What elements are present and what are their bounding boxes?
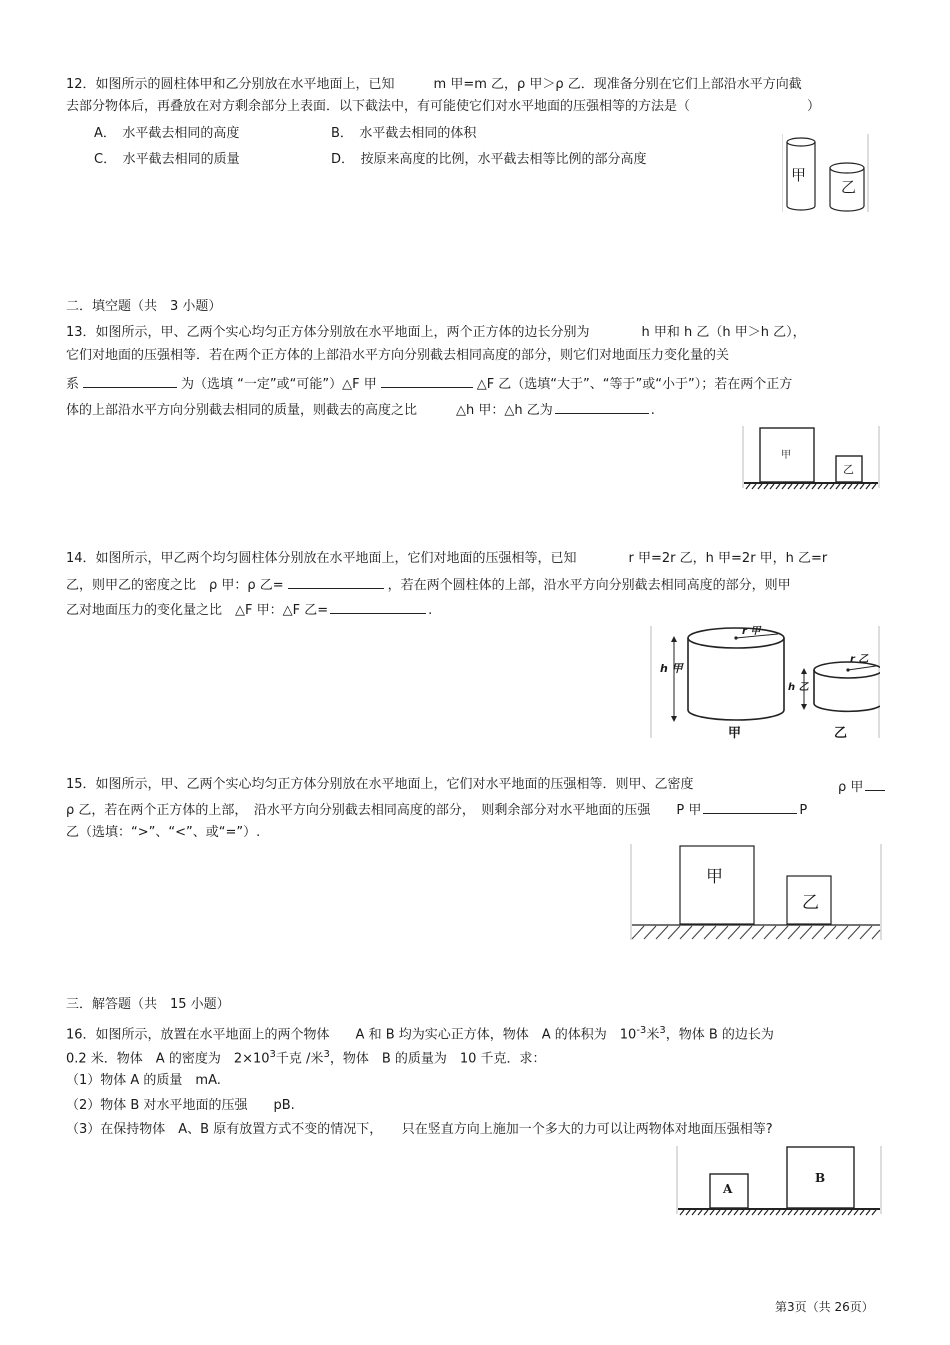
q12-option-b: B． 水平截去相同的体积 <box>331 126 477 141</box>
q13-blank-1[interactable] <box>83 373 177 388</box>
q13-fig-label-jia: 甲 <box>781 450 791 461</box>
q12-figure-cylinders <box>782 132 870 214</box>
q14-figure-cylinders <box>650 624 880 740</box>
q15-line2 <box>66 799 807 820</box>
q15-line1-a: 15．如图所示，甲、乙两个实心均匀正方体分别放在水平地面上，它们对水平地面的压强相等．则甲、乙密度 <box>66 777 694 792</box>
q14-line2-a: 乙，则甲乙的密度之比 ρ 甲：ρ 乙= <box>66 578 284 593</box>
q15-line1-b: ρ 甲 <box>838 780 864 795</box>
q15-fig-label-yi: 乙 <box>802 893 819 913</box>
q16-sub-1: （1）物体 A 的质量 mA. <box>66 1073 221 1088</box>
q12-line1: 12．如图所示的圆柱体甲和乙分别放在水平地面上，已知 m 甲=m 乙，ρ 甲＞ρ 乙．现准备分别在它们上部沿水平方向截 <box>66 77 802 92</box>
q16-line2-a: 0.2 米．物体 A 的密度为 2×10 <box>66 1051 270 1067</box>
q12-line2: 去部分物体后，再叠放在对方剩余部分上表面．以下截法中，有可能使它们对水平地面的压强相等的方法是（ ） <box>66 99 821 114</box>
q14-fig-r-yi: r 乙 <box>850 654 869 665</box>
q16-line1-sup2: 3 <box>659 1025 666 1036</box>
q13-blank-3[interactable] <box>555 399 649 414</box>
q14-line3-a: 乙对地面压力的变化量之比 △F 甲：△F 乙= <box>66 603 329 618</box>
q13-line3-c: △F 乙（选填“大于”、“等于”或“小于”）；若在两个正方 <box>476 377 793 392</box>
q13-line3-b: 为（选填 “一定”或“可能”）△F 甲 <box>181 377 377 392</box>
q14-fig-label-jia: 甲 <box>728 726 742 741</box>
q16-fig-label-a: A <box>723 1182 733 1196</box>
q13-figure-cubes <box>742 424 880 490</box>
q14-line1: 14．如图所示，甲乙两个均匀圆柱体分别放在水平地面上，它们对地面的压强相等，已知 r 甲=2r 乙，h 甲=2r 甲，h 乙=r <box>66 551 828 566</box>
q16-sub-2: （2）物体 B 对水平地面的压强 pB. <box>66 1098 295 1113</box>
q16-sub-3: （3）在保持物体 A、B 原有放置方式不变的情况下， 只在竖直方向上施加一个多大的力可以让两物体对地面压强相等? <box>66 1122 773 1137</box>
q14-line2 <box>66 574 791 595</box>
q16-line2-sup: 3 <box>269 1049 276 1060</box>
q16-line1 <box>66 1022 774 1044</box>
q16-fig-label-b: B <box>815 1171 826 1185</box>
q16-line1-a: 16．如图所示，放置在水平地面上的两个物体 A 和 B 均为实心正方体，物体 A 的体积为 10 <box>66 1027 637 1043</box>
q16-line1-c: ，物体 B 的边长为 <box>665 1027 774 1043</box>
q16-line2-c: ，物体 B 的质量为 10 千克．求： <box>329 1051 546 1067</box>
section-2-title: 二．填空题（共 3 小题） <box>66 299 222 314</box>
q14-fig-label-yi: 乙 <box>834 726 848 741</box>
q14-fig-h-jia: h 甲 <box>660 662 683 675</box>
q14-line3-b: . <box>428 603 433 618</box>
q16-line2-b: 千克 /米 <box>275 1051 324 1067</box>
q12-option-d: D． 按原来高度的比例，水平截去相等比例的部分高度 <box>331 152 647 167</box>
q15-line1 <box>66 776 694 794</box>
q15-blank-1[interactable] <box>865 776 885 791</box>
q16-line2-sup2: 3 <box>323 1049 330 1060</box>
section-3-title: 三．解答题（共 15 小题） <box>66 997 230 1012</box>
q14-fig-r-jia: r 甲 <box>742 626 761 637</box>
q12-option-c: C． 水平截去相同的质量 <box>94 152 240 167</box>
q16-line1-sup: -3 <box>636 1025 647 1036</box>
q13-line1: 13．如图所示，甲、乙两个实心均匀正方体分别放在水平地面上，两个正方体的边长分别为 h 甲和 h 乙（h 甲＞h 乙）， <box>66 325 806 340</box>
q16-line2 <box>66 1046 546 1068</box>
q15-fig-label-jia: 甲 <box>706 867 723 887</box>
q16-figure-blocks <box>676 1144 882 1216</box>
q14-line2-b: ，若在两个圆柱体的上部，沿水平方向分别截去相同高度的部分，则甲 <box>387 578 791 593</box>
q13-line3 <box>66 373 792 394</box>
q13-line4-a: 体的上部沿水平方向分别截去相同的质量，则截去的高度之比 △h 甲：△h 乙为 <box>66 403 553 418</box>
q15-line2-a: ρ 乙，若在两个正方体的上部， 沿水平方向分别截去相同高度的部分， 则剩余部分对水平地面的压强 P 甲 <box>66 803 702 818</box>
q12-fig-label-yi: 乙 <box>841 178 857 196</box>
q13-blank-2[interactable] <box>381 373 473 388</box>
q12-option-a: A． 水平截去相同的高度 <box>94 126 240 141</box>
q12-fig-label-jia: 甲 <box>791 166 807 184</box>
q16-line1-b: 米 <box>646 1027 660 1043</box>
q15-blank-2[interactable] <box>703 799 797 814</box>
q14-line3 <box>66 599 432 620</box>
q15-figure-cubes <box>630 842 882 942</box>
q13-line4 <box>66 399 655 420</box>
q15-line1-right <box>838 776 885 797</box>
q13-line2: 它们对地面的压强相等．若在两个正方体的上部沿水平方向分别截去相同高度的部分，则它们对地面压力变化量的关 <box>66 348 730 363</box>
q14-fig-h-yi: h 乙 <box>788 682 809 693</box>
q14-blank-2[interactable] <box>330 599 426 614</box>
q15-line2-b: P <box>799 803 808 818</box>
q13-fig-label-yi: 乙 <box>843 463 854 476</box>
q14-blank-1[interactable] <box>288 574 384 589</box>
q13-line3-a: 系 <box>66 377 80 392</box>
q13-line4-b: . <box>650 403 655 418</box>
page-number: 第3页（共 26页） <box>775 1300 874 1314</box>
q15-line3: 乙（选填：“>”、“<”、或“=”）. <box>66 825 261 840</box>
